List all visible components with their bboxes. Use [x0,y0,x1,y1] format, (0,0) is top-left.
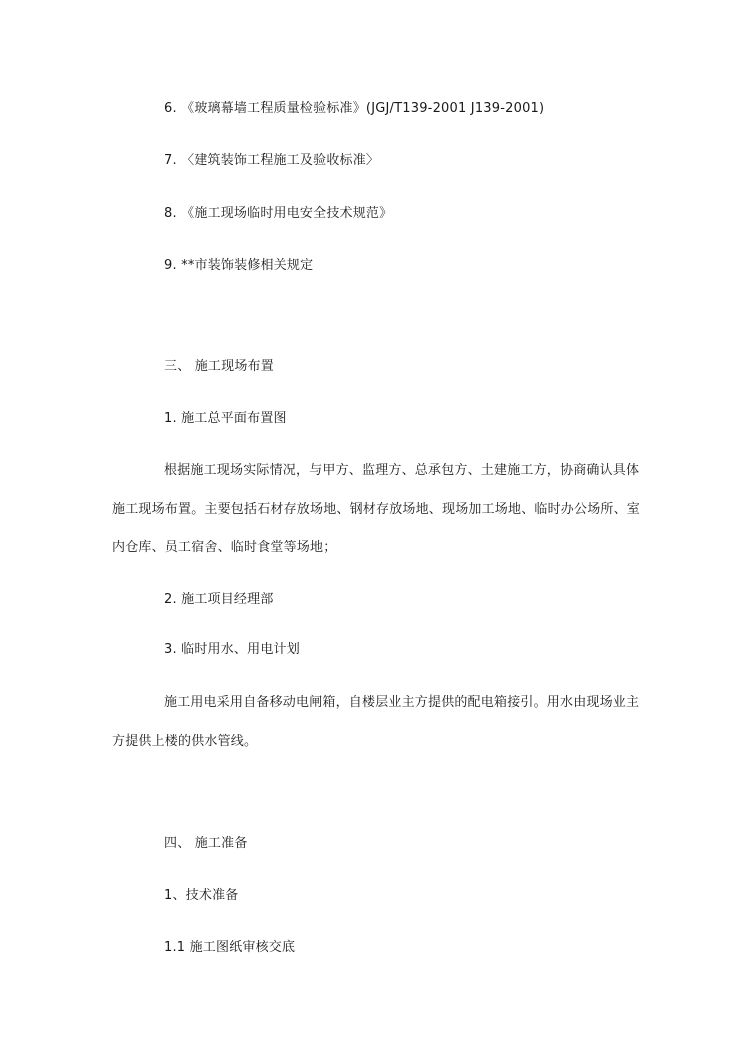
standard-item-9: 9. **市装饰装修相关规定 [164,258,314,273]
section-3-heading: 三、 施工现场布置 [164,359,274,374]
section-3-subheading-3: 3. 临时用水、用电计划 [164,642,300,657]
section-3-paragraph-1-line-2: 施工现场布置。主要包括石材存放场地、钢材存放场地、现场加工场地、临时办公场所、室 [112,502,641,517]
section-4-subheading-1-1: 1.1 施工图纸审核交底 [164,940,296,955]
section-3-paragraph-1-line-3: 内仓库、员工宿舍、临时食堂等场地； [112,540,337,555]
standard-item-6: 6. 《玻璃幕墙工程质量检验标准》(JGJ/T139-2001 J139-2001) [164,101,545,116]
standard-item-8: 8. 《施工现场临时用电安全技术规范》 [164,206,393,221]
section-3-paragraph-3-line-2: 方提供上楼的供水管线。 [112,734,258,749]
section-3-paragraph-3-line-1: 施工用电采用自备移动电闸箱，自楼层业主方提供的配电箱接引。用水由现场业主 [164,695,640,710]
section-4-heading: 四、 施工准备 [164,836,248,851]
standard-item-7: 7. 〈建筑装饰工程施工及验收标准〉 [164,153,380,168]
section-4-subheading-1: 1、技术准备 [164,888,239,903]
section-3-paragraph-1-line-1: 根据施工现场实际情况，与甲方、监理方、总承包方、土建施工方，协商确认具体 [164,463,640,478]
section-3-subheading-2: 2. 施工项目经理部 [164,592,274,607]
section-3-subheading-1: 1. 施工总平面布置图 [164,411,287,426]
